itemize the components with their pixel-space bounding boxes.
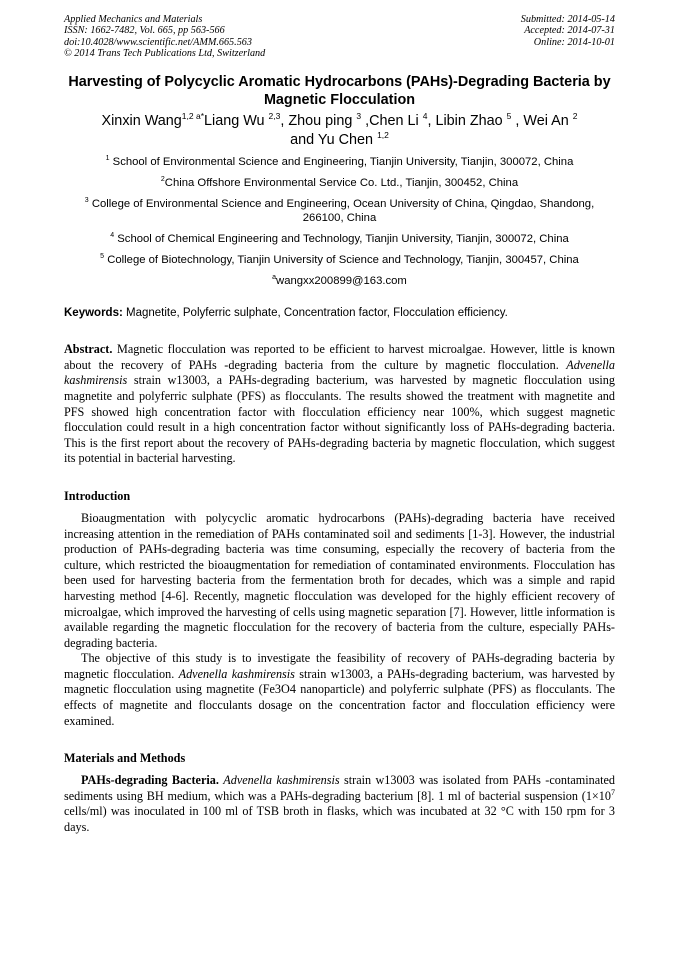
author: Wei An $^2$ bbox=[523, 111, 578, 130]
methods-heading: Materials and Methods bbox=[64, 751, 186, 766]
keywords bbox=[64, 306, 615, 320]
author: Xinxin Wang$^{1,2 a*}$ bbox=[101, 111, 204, 130]
author: Chen Li $^4$ bbox=[369, 111, 428, 130]
submitted-date: Submitted: 2014-05-14 bbox=[520, 14, 615, 25]
affiliation: $^3$ College of Environmental Science and Engineering, Ocean University of China, Qingdao, Shandong, 266100, China bbox=[84, 197, 595, 225]
affiliation: $^5$ College of Biotechnology, Tianjin University of Science and Technology, Tianjin, 300457, China bbox=[100, 253, 579, 267]
paper-page bbox=[64, 14, 615, 836]
author: Liang Wu $^{2,3}$ bbox=[204, 111, 281, 130]
issn-line: ISSN: 1662-7482, Vol. 665, pp 563-566 bbox=[64, 25, 225, 37]
journal-header bbox=[64, 14, 615, 59]
subsection-label: PAHs-degrading Bacteria. bbox=[81, 773, 219, 788]
journal-info bbox=[64, 14, 265, 59]
affiliation: $^1$ School of Environmental Science and Engineering, Tianjin University, Tianjin, 300072, China bbox=[105, 155, 574, 169]
copyright-line: © 2014 Trans Tech Publications Ltd, Switzerland bbox=[64, 47, 266, 59]
affiliation: $^2$China Offshore Environmental Service Co. Ltd., Tianjin, 300452, China bbox=[160, 176, 519, 190]
methods-paragraph: PAHs-degrading Bacteria. Advenella kashmirensis strain w13003 was isolated from PAHs -contaminated sediments using BH medium, which was a PAHs-degrading bacterium [8]. 1 ml of bacterial suspension ($1\times 10^7$ cells/ml) was inoculated in 100 ml of TSB broth in flasks, which was incubated at 32 °C with 150 rpm for 3 days. bbox=[64, 773, 616, 835]
keywords-text: Magnetite, Polyferric sulphate, Concentration factor, Flocculation efficiency. bbox=[122, 307, 508, 320]
accepted-date: Accepted: 2014-07-31 bbox=[524, 25, 615, 37]
abstract: Abstract. Magnetic flocculation was reported to be efficient to harvest microalgae. However, little is known about the recovery of PAHs -degrading bacteria from the culture by magnetic flocculation. Advenella kashmirensis strain w13003, a PAHs-degrading bacterium, was harvested by magnetic flocculation using magnetite and polyferric sulphate (PFS) as flocculants. The results showed the treatment with magnetite and PFS showed high concentration factor with flocculation efficiency near 100%, which suggest magnetic flocculation could result in a high concentration factor without significantly loss of PAHs-degrading bacteria. This is the first report about the recovery of PAHs-degrading bacteria by magnetic flocculation, which suggest its potential in bacterial harvesting. bbox=[64, 342, 615, 466]
affiliation-list bbox=[64, 155, 615, 288]
affiliation: $^4$ School of Chemical Engineering and Technology, Tianjin University, Tianjin, 300072, China bbox=[110, 232, 569, 246]
introduction-heading: Introduction bbox=[64, 488, 131, 503]
author: Zhou ping $^3$ bbox=[288, 111, 362, 130]
author: and Yu Chen $^{1,2}$ bbox=[290, 129, 389, 148]
introduction-paragraph: Bioaugmentation with polycyclic aromatic hydrocarbons (PAHs)-degrading bacteria have received increasing attention in the remediation of PAHs contaminated soil and sediments [1-3]. However, the industrial production of PAHs-degrading bacteria was time consuming, especially the recovery of bacteria from the culture, which restricted the bioaugmentation for remediation of contaminated environments. Flocculation has been used for harvesting bacteria from the fermentation broth for decades, which was a simple and rapid harvesting method [4-6]. Recently, magnetic flocculation was developed for the highly efficient recovery of microalgae, which improved the harvesting of cells using magnetic separation [7]. However, little information is available regarding the magnetic flocculation for the recovery of bacteria from the culture, especially PAHs-degrading bacteria. bbox=[64, 510, 615, 650]
doi-line[interactable]: doi:10.4028/www.scientific.net/AMM.665.563 bbox=[64, 36, 252, 48]
journal-name: Applied Mechanics and Materials bbox=[64, 14, 203, 25]
introduction-paragraph: The objective of this study is to investigate the feasibility of recovery of PAHs-degrading bacteria by magnetic flocculation. Advenella kashmirensis strain w13003, a PAHs-degrading bacterium, was harvested by magnetic flocculation using magnetite (Fe3O4 nanoparticle) and polyferric sulphate (PFS) as flocculants. The effects of magnetite and flocculants dosage on the concentration factor and flocculation efficiency were examined. bbox=[64, 651, 615, 728]
abstract-label: Abstract. bbox=[64, 342, 113, 357]
author: Libin Zhao $^5$ bbox=[435, 111, 512, 130]
keywords-label: Keywords: bbox=[64, 307, 123, 320]
corresponding-email[interactable]: $^a$wangxx200899@163.com bbox=[272, 274, 407, 288]
publication-dates bbox=[521, 14, 615, 59]
paper-title: Harvesting of Polycyclic Aromatic Hydrocarbons (PAHs)-Degrading Bacteria by Magnetic Flocculation bbox=[68, 74, 611, 108]
author-list: Xinxin Wang$^{1,2 a*}$Liang Wu $^{2,3}$, Zhou ping $^3$ ,Chen Li $^4$, Libin Zhao $^5$ , Wei An $^2$ and Yu Chen $^{1,2}$ bbox=[101, 111, 578, 148]
online-date: Online: 2014-10-01 bbox=[533, 36, 615, 48]
